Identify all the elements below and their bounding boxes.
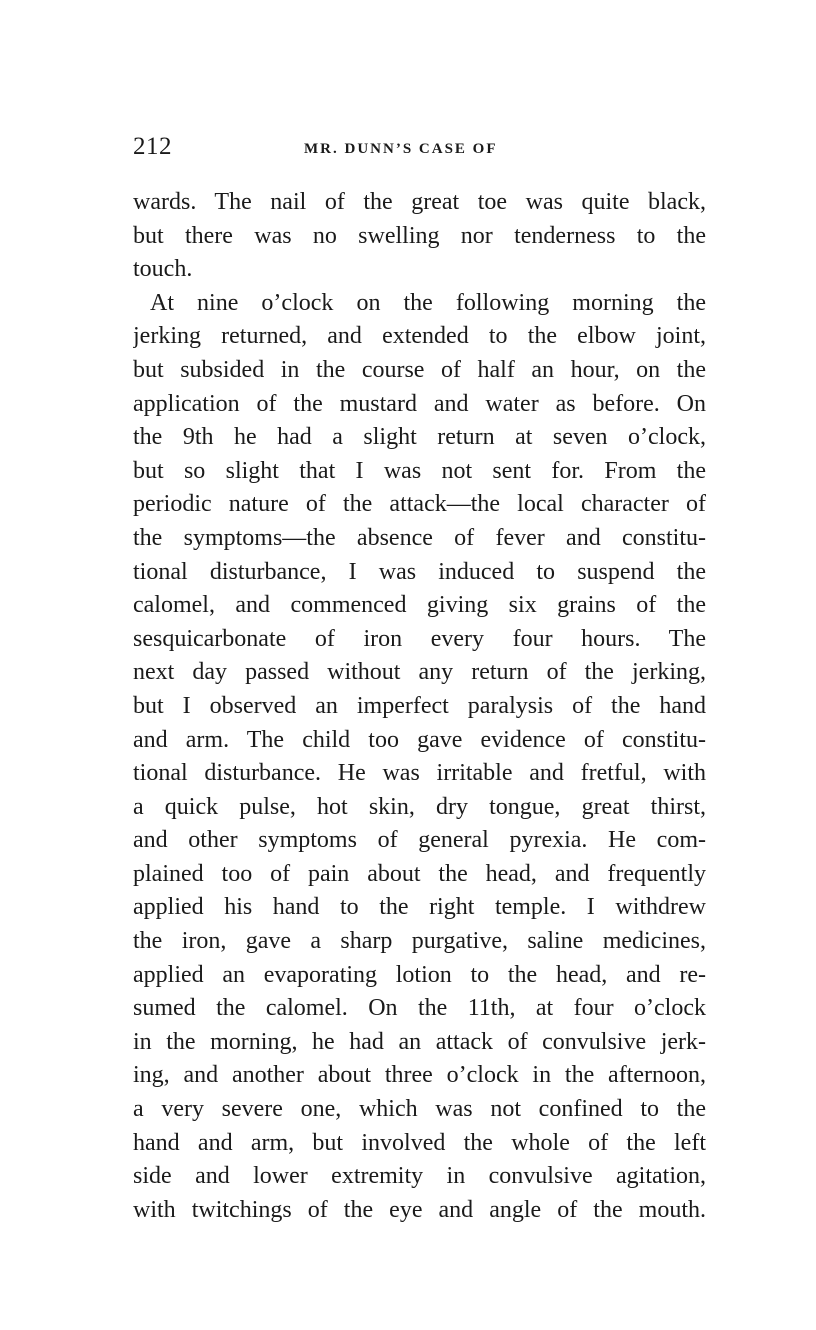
text-line: At nine o’clock on the following morning the: [150, 289, 706, 316]
text-line: periodic nature of the attack—the local character of: [133, 491, 706, 518]
text-line: tional disturbance, I was induced to suspend the: [133, 558, 706, 585]
text-line: the 9th he had a slight return at seven o’clock,: [133, 424, 706, 451]
text-line: but subsided in the course of half an hour, on the: [133, 356, 706, 383]
running-head: MR. DUNN’S CASE OF: [304, 141, 498, 157]
text-line: but I observed an imperfect paralysis of the hand: [133, 692, 706, 719]
text-line: with twitchings of the eye and angle of the mouth.: [133, 1196, 706, 1223]
text-line: side and lower extremity in convulsive agitation,: [133, 1163, 706, 1190]
text-line: application of the mustard and water as before. On: [133, 390, 706, 417]
text-line: plained too of pain about the head, and frequently: [133, 860, 706, 887]
text-line: a very severe one, which was not confined to the: [133, 1096, 706, 1123]
text-line: the iron, gave a sharp purgative, saline medicines,: [133, 928, 706, 955]
text-line: and arm. The child too gave evidence of constitu-: [133, 726, 706, 753]
text-line: applied his hand to the right temple. I withdrew: [133, 894, 706, 921]
page-number: 212: [133, 133, 172, 160]
text-line: calomel, and commenced giving six grains of the: [133, 592, 706, 619]
text-line: a quick pulse, hot skin, dry tongue, great thirst,: [133, 793, 706, 820]
text-line: applied an evaporating lotion to the head, and re-: [133, 961, 706, 988]
text-line: wards. The nail of the great toe was quite black,: [133, 189, 706, 215]
text-line: jerking returned, and extended to the elbow joint,: [133, 323, 706, 350]
text-line: sesquicarbonate of iron every four hours. The: [133, 625, 706, 652]
text-line: but there was no swelling nor tenderness to the: [133, 222, 706, 249]
text-line: the symptoms—the absence of fever and constitu-: [133, 524, 706, 551]
text-line: sumed the calomel. On the 11th, at four o’clock: [133, 995, 706, 1022]
text-line: and other symptoms of general pyrexia. He com-: [133, 827, 706, 854]
body-text: [133, 186, 706, 1227]
text-line: tional disturbance. He was irritable and fretful, with: [133, 760, 706, 787]
text-line: ing, and another about three o’clock in the afternoon,: [133, 1062, 706, 1089]
text-line: but so slight that I was not sent for. From the: [133, 457, 706, 484]
text-line: touch.: [133, 256, 193, 283]
text-line: next day passed without any return of the jerking,: [133, 659, 706, 686]
text-line: in the morning, he had an attack of convulsive jerk-: [133, 1028, 706, 1055]
text-line: hand and arm, but involved the whole of the left: [133, 1129, 706, 1156]
